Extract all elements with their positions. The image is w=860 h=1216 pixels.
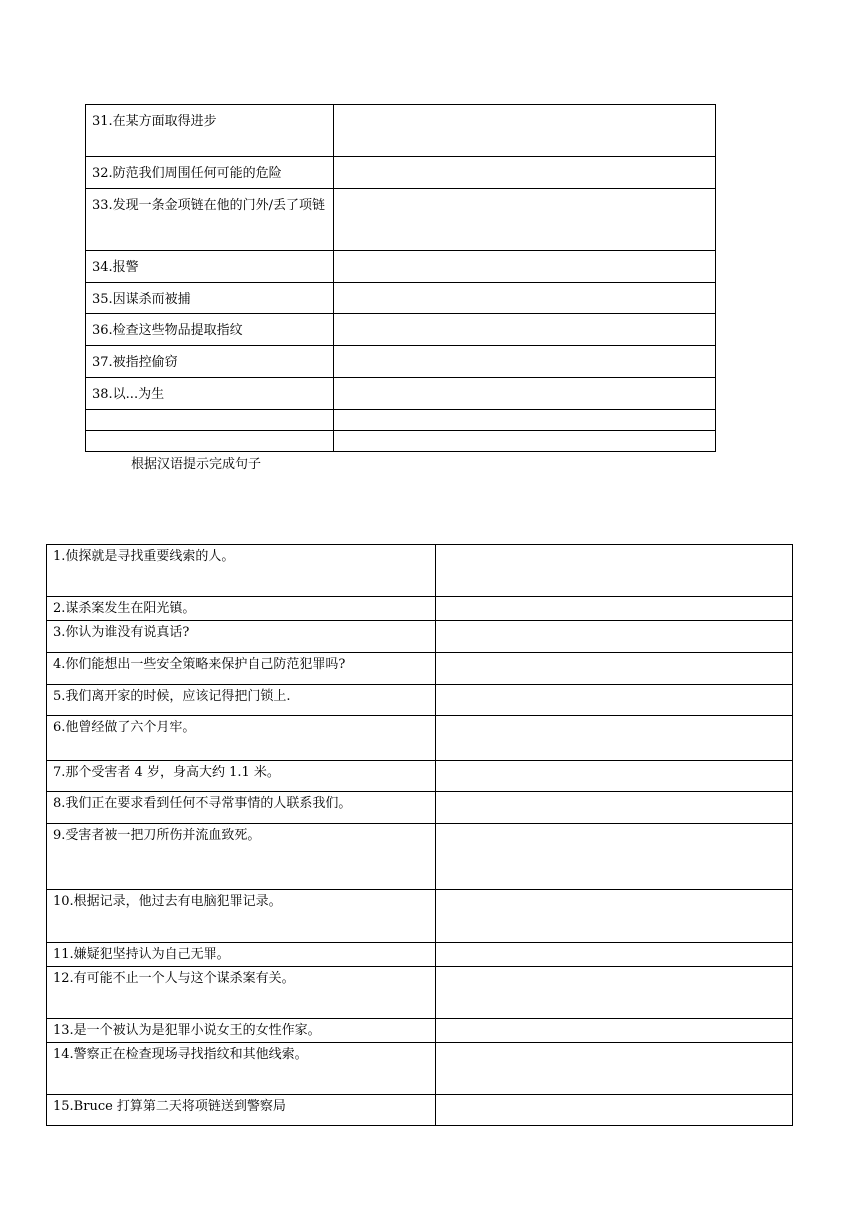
sentence-cell: 12.有可能不止一个人与这个谋杀案有关。 — [47, 967, 436, 1019]
phrase-cell: 34.报警 — [86, 251, 334, 283]
phrase-cell: 36.检查这些物品提取指纹 — [86, 314, 334, 346]
table-row — [86, 189, 716, 251]
table-row — [47, 967, 793, 1019]
answer-cell[interactable] — [436, 653, 793, 685]
answer-cell[interactable] — [436, 685, 793, 716]
table-row — [86, 105, 716, 157]
table-row — [86, 346, 716, 378]
answer-cell[interactable] — [436, 1043, 793, 1095]
table-row — [47, 1019, 793, 1043]
table-row — [47, 890, 793, 943]
phrase-cell: 37.被指控偷窃 — [86, 346, 334, 378]
answer-cell[interactable] — [334, 346, 716, 378]
table-row — [47, 943, 793, 967]
sentence-cell: 5.我们离开家的时候，应该记得把门锁上. — [47, 685, 436, 716]
phrase-cell — [86, 410, 334, 431]
answer-cell[interactable] — [334, 251, 716, 283]
answer-cell[interactable] — [334, 314, 716, 346]
answer-cell[interactable] — [436, 943, 793, 967]
table-row — [47, 1043, 793, 1095]
phrase-cell: 32.防范我们周围任何可能的危险 — [86, 157, 334, 189]
sentence-cell: 2.谋杀案发生在阳光镇。 — [47, 597, 436, 621]
answer-cell[interactable] — [436, 1019, 793, 1043]
phrase-cell — [86, 431, 334, 452]
sentence-cell: 11.嫌疑犯坚持认为自己无罪。 — [47, 943, 436, 967]
sentence-cell: 1.侦探就是寻找重要线索的人。 — [47, 545, 436, 597]
answer-cell[interactable] — [436, 597, 793, 621]
sentence-cell: 14.警察正在检查现场寻找指纹和其他线索。 — [47, 1043, 436, 1095]
table-row — [47, 545, 793, 597]
sentence-cell: 4.你们能想出一些安全策略来保护自己防范犯罪吗? — [47, 653, 436, 685]
table-row — [86, 283, 716, 314]
table-row — [86, 251, 716, 283]
phrase-cell: 35.因谋杀而被捕 — [86, 283, 334, 314]
answer-cell[interactable] — [334, 378, 716, 410]
sentence-table — [46, 544, 793, 1126]
table-row — [47, 1095, 793, 1126]
answer-cell[interactable] — [334, 431, 716, 452]
table-row — [86, 378, 716, 410]
table-row — [47, 761, 793, 792]
phrase-cell: 31.在某方面取得进步 — [86, 105, 334, 157]
sentence-cell: 7.那个受害者 4 岁，身高大约 1.1 米。 — [47, 761, 436, 792]
sentence-cell: 9.受害者被一把刀所伤并流血致死。 — [47, 824, 436, 890]
answer-cell[interactable] — [436, 792, 793, 824]
answer-cell[interactable] — [436, 1095, 793, 1126]
table-row — [86, 410, 716, 431]
sentence-cell: 13.是一个被认为是犯罪小说女王的女性作家。 — [47, 1019, 436, 1043]
answer-cell[interactable] — [436, 545, 793, 597]
table-row — [47, 824, 793, 890]
table-row — [47, 653, 793, 685]
answer-cell[interactable] — [334, 410, 716, 431]
sentence-cell: 3.你认为谁没有说真话? — [47, 621, 436, 653]
table-row — [47, 621, 793, 653]
table-row — [47, 792, 793, 824]
table-row — [86, 314, 716, 346]
table-row — [47, 716, 793, 761]
table-row — [86, 431, 716, 452]
sentence-cell: 15.Bruce 打算第二天将项链送到警察局 — [47, 1095, 436, 1126]
phrase-cell: 38.以...为生 — [86, 378, 334, 410]
table-row — [86, 157, 716, 189]
answer-cell[interactable] — [334, 283, 716, 314]
answer-cell[interactable] — [436, 890, 793, 943]
table-row — [47, 597, 793, 621]
answer-cell[interactable] — [334, 189, 716, 251]
section-title: 根据汉语提示完成句子 — [131, 457, 262, 472]
sentence-cell: 8.我们正在要求看到任何不寻常事情的人联系我们。 — [47, 792, 436, 824]
sentence-cell: 10.根据记录，他过去有电脑犯罪记录。 — [47, 890, 436, 943]
answer-cell[interactable] — [334, 105, 716, 157]
answer-cell[interactable] — [436, 761, 793, 792]
phrase-cell: 33.发现一条金项链在他的门外/丢了项链 — [86, 189, 334, 251]
phrase-table — [85, 104, 716, 452]
answer-cell[interactable] — [436, 621, 793, 653]
sentence-cell: 6.他曾经做了六个月牢。 — [47, 716, 436, 761]
answer-cell[interactable] — [436, 824, 793, 890]
answer-cell[interactable] — [334, 157, 716, 189]
answer-cell[interactable] — [436, 716, 793, 761]
table-row — [47, 685, 793, 716]
answer-cell[interactable] — [436, 967, 793, 1019]
